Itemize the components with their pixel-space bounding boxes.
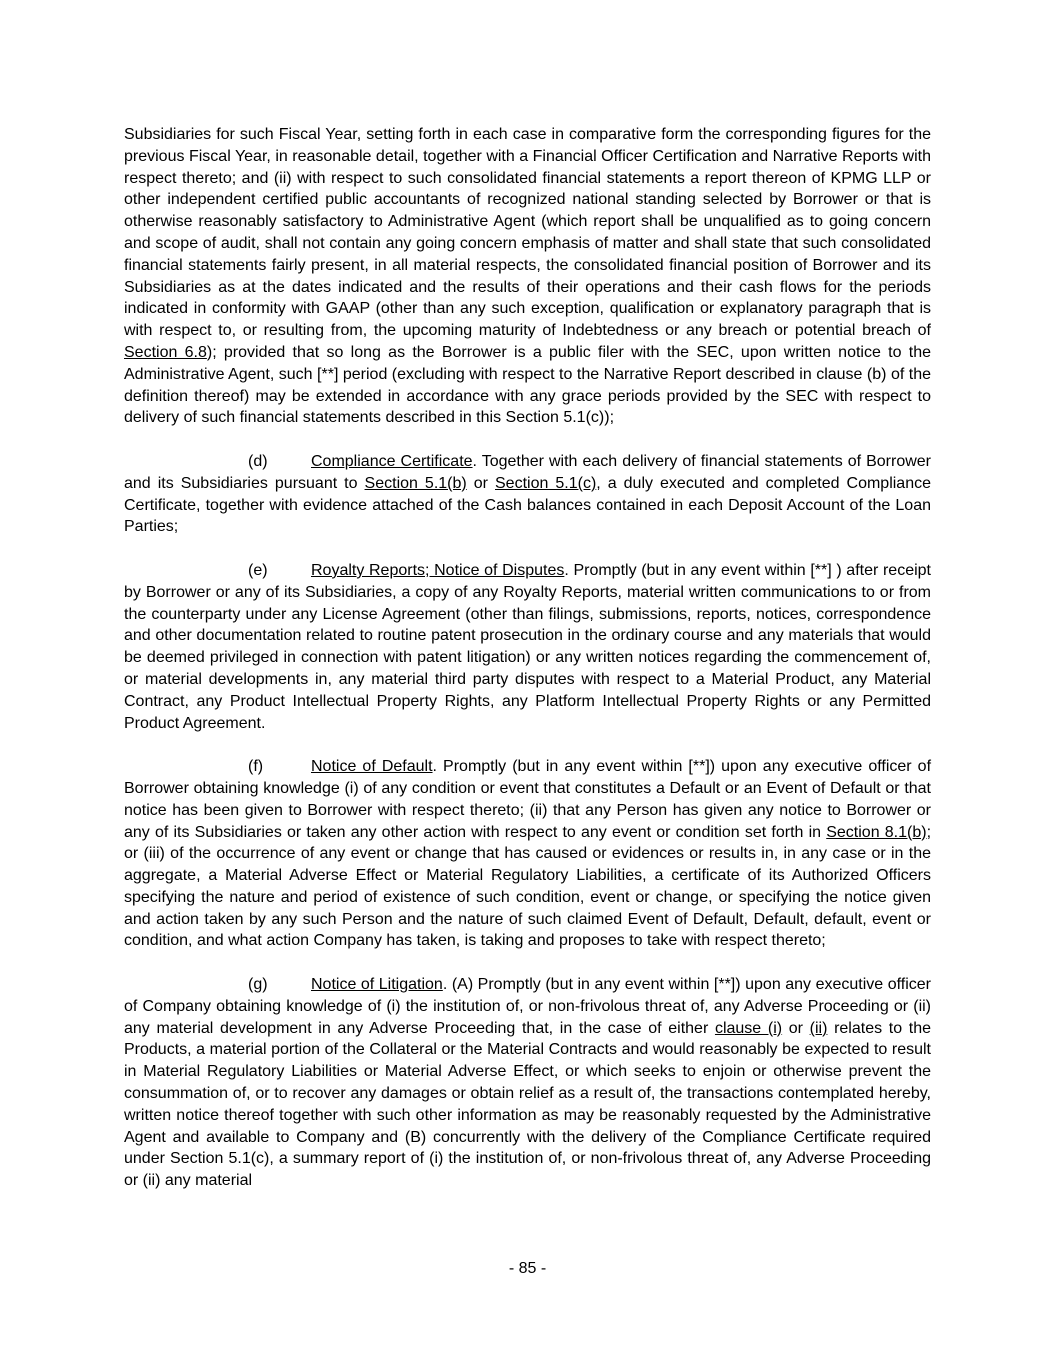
clause-label: (e) <box>248 561 268 579</box>
clause-heading: Notice of Litigation <box>311 976 443 994</box>
text: . Promptly (but in any event within [**] ) after receipt by Borrower or any of its Subsidiaries, a copy of any Royalty Reports, material written communications to or from the counterparty under any License Agreement (other than filings, submissions, reports, notices, correspondence and other documentation related to routine patent prosecution in the ordinary course and any materials that would be deemed privileged in connection with patent litigation) or any written notices regarding the commencement of, or material developments in, any material third party disputes with respect to a Material Product, any Material Contract, any Product Intellectual Property Rights, any Platform Intellectual Property Rights or any Permitted Product Agreement. <box>124 561 931 732</box>
text: or <box>782 1019 810 1037</box>
text: Subsidiaries for such Fiscal Year, setting forth in each case in comparative form the corresponding figures for the previous Fiscal Year, in reasonable detail, together with a Financial Officer Certification and Narrative Reports with respect thereto; and (ii) with respect to such consolidated financial statements a report thereon of KPMG LLP or other independent certified public accountants of recognized national standing selected by Borrower or that is otherwise reasonably satisfactory to Administrative Agent (which report shall be unqualified as to going concern and scope of audit, shall not contain any going concern emphasis of matter and shall state that such consolidated financial statements fairly present, in all material respects, the consolidated financial position of Borrower and its Subsidiaries as at the dates indicated and the results of their operations and their cash flows for the periods indicated in conformity with GAAP (other than any such exception, qualification or explanatory paragraph that is with respect to, or resulting from, the upcoming maturity of Indebtedness or any breach or potential breach of <box>124 126 931 340</box>
clause-heading: Compliance Certificate <box>311 452 473 470</box>
clause-label: (f) <box>248 758 264 776</box>
paragraph-f <box>124 756 931 952</box>
section-reference: Section 6.8 <box>124 343 207 361</box>
section-reference: Section 8.1(b) <box>826 823 927 841</box>
paragraph-g <box>124 974 931 1192</box>
section-reference: Section 5.1(b) <box>364 474 467 492</box>
paragraph-d <box>124 451 931 538</box>
clause-label: (d) <box>248 452 268 470</box>
text: , a duly executed and completed Compliance Certificate, together with evidence attached of the Cash balances contained in each Deposit Account of the Loan Parties; <box>124 474 932 536</box>
clause-heading: Royalty Reports; Notice of Disputes <box>311 561 565 579</box>
text: or <box>466 474 495 492</box>
page-number: - 85 - <box>508 1260 547 1277</box>
clause-reference: clause (i) <box>714 1019 783 1037</box>
text: . Promptly (but in any event within [**]) upon any executive officer of Borrower obtaining knowledge (i) of any condition or event that constitutes a Default or an Event of Default or that notice has been given to Borrower with respect thereto; (ii) that any Person has given any notice to Borrower or any of its Subsidiaries or taken any other action with respect to any event or condition set forth in <box>124 758 932 841</box>
text: . (A) Promptly (but in any event within [**]) upon any executive officer of Company obtaining knowledge of (i) the institution of, or non-frivolous threat of, any Adverse Proceeding or (ii) any material development in any Adverse Proceeding that, in the case of either <box>124 976 931 1037</box>
clause-heading: Notice of Default <box>311 758 433 776</box>
clause-reference: (ii) <box>809 1019 828 1037</box>
paragraph-c-continuation <box>124 124 931 429</box>
text: ); provided that so long as the Borrower is a public filer with the SEC, upon written notice to the Administrative Agent, such [**] period (excluding with respect to the Narrative Report described in clause (b) of the definition thereof) may be extended in accordance with any grace periods provided by the SEC with respect to delivery of such financial statements described in this Section 5.1(c)); <box>124 343 931 427</box>
document-body <box>124 124 931 1192</box>
paragraph-e <box>124 560 931 734</box>
section-reference: Section 5.1(c) <box>495 474 597 492</box>
text: relates to the Products, a material portion of the Collateral or the Material Contracts and would reasonably be expected to result in Material Regulatory Liabilities or Material Adverse Effect, or which seeks to enjoin or otherwise prevent the consummation of, or to recover any damages or obtain relief as a result of, the transactions contemplated hereby, written notice thereof together with such other information as may be reasonably requested by the Administrative Agent and available to Company and (B) concurrently with the delivery of the Compliance Certificate required under Section 5.1(c), a summary report of (i) the institution of, or non-frivolous threat of, any Adverse Proceeding or (ii) any material <box>124 1019 932 1190</box>
text: ; or (iii) of the occurrence of any event or change that has caused or evidences or results in, in any case or in the aggregate, a Material Adverse Effect or Material Regulatory Liabilities, a certificate of its Authorized Officers specifying the nature and period of existence of such condition, event or change, or specifying the notice given and action taken by any such Person and the nature of such claimed Event of Default, Default, default, event or condition, and what action Company has taken, is taking and proposes to take with respect thereto; <box>124 823 932 950</box>
clause-label: (g) <box>248 976 268 994</box>
text: . Together with each delivery of financial statements of Borrower and its Subsidiaries pursuant to <box>124 452 931 492</box>
